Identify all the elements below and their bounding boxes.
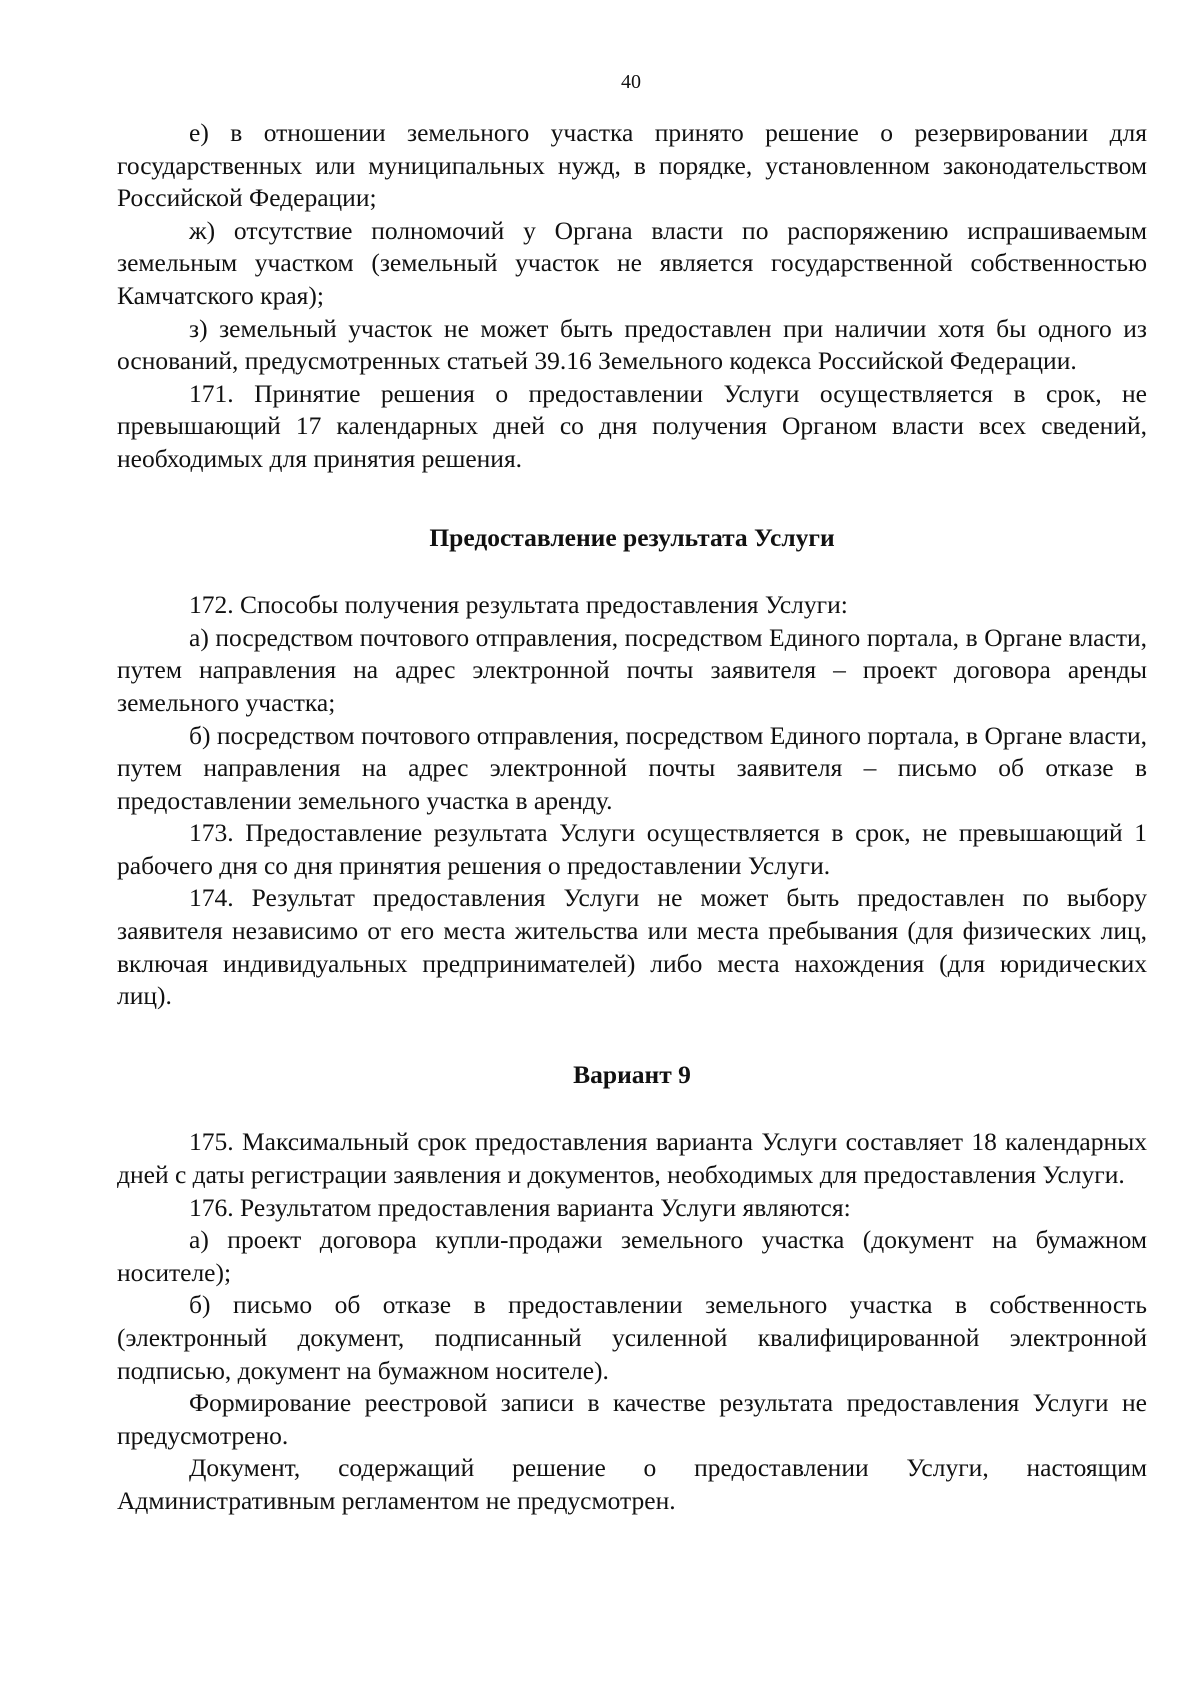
section-variant-9-body	[117, 1126, 1147, 1517]
paragraph-172: 172. Способы получения результата предоставления Услуги:	[189, 590, 848, 620]
section-result-body	[117, 589, 1147, 1013]
paragraph-z: з) земельный участок не может быть предоставлен при наличии хотя бы одного из оснований, предусмотренных статьей 39.16 Земельного кодекса Российской Федерации.	[117, 313, 1147, 376]
paragraph-registry-record: Формирование реестровой записи в качестве результата предоставления Услуги не предусмотрено.	[117, 1388, 1147, 1450]
page-number: 40	[621, 71, 641, 93]
paragraph-e: е) в отношении земельного участка принято решение о резервировании для государственных или муниципальных нужд, в порядке, установленном законодательством Российской Федерации;	[117, 118, 1147, 213]
paragraph-173: 173. Предоставление результата Услуги осуществляется в срок, не превышающий 1 рабочего дня со дня принятия решения о предоставлении Услуги.	[117, 818, 1147, 880]
section-heading-result: Предоставление результата Услуги	[429, 522, 835, 552]
section-heading-variant-9: Вариант 9	[573, 1059, 691, 1089]
paragraph-175: 175. Максимальный срок предоставления варианта Услуги составляет 18 календарных дней с даты регистрации заявления и документов, необходимых для предоставления Услуги.	[117, 1127, 1147, 1190]
paragraph-172-b: б) посредством почтового отправления, посредством Единого портала, в Органе власти, путем направления на адрес электронной почты заявителя – письмо об отказе в предоставлении земельного участка в аренду.	[117, 720, 1147, 815]
paragraph-176-b: б) письмо об отказе в предоставлении земельного участка в собственность (электронный документ, подписанный усиленной квалифицированной электронной подписью, документ на бумажном носителе).	[117, 1290, 1147, 1385]
paragraph-zh: ж) отсутствие полномочий у Органа власти по распоряжению испрашиваемым земельным участком (земельный участок не является государственной собственностью Камчатского края);	[117, 215, 1147, 310]
document-body	[117, 117, 1147, 1518]
paragraph-174: 174. Результат предоставления Услуги не может быть предоставлен по выбору заявителя независимо от его места жительства или места пребывания (для физических лиц, включая индивидуальных предпринимателей) либо места нахождения (для юридических лиц).	[117, 883, 1147, 1011]
paragraph-176-a: а) проект договора купли-продажи земельного участка (документ на бумажном носителе);	[117, 1225, 1147, 1287]
paragraph-176: 176. Результатом предоставления варианта Услуги являются:	[189, 1192, 851, 1222]
paragraph-172-a: а) посредством почтового отправления, посредством Единого портала, в Органе власти, путем направления на адрес электронной почты заявителя – проект договора аренды земельного участка;	[117, 622, 1147, 717]
paragraph-171: 171. Принятие решения о предоставлении Услуги осуществляется в срок, не превышающий 17 календарных дней со дня получения Органом власти всех сведений, необходимых для принятия решения.	[117, 378, 1147, 473]
paragraph-decision-document: Документ, содержащий решение о предоставлении Услуги, настоящим Административным регламентом не предусмотрен.	[117, 1453, 1147, 1515]
